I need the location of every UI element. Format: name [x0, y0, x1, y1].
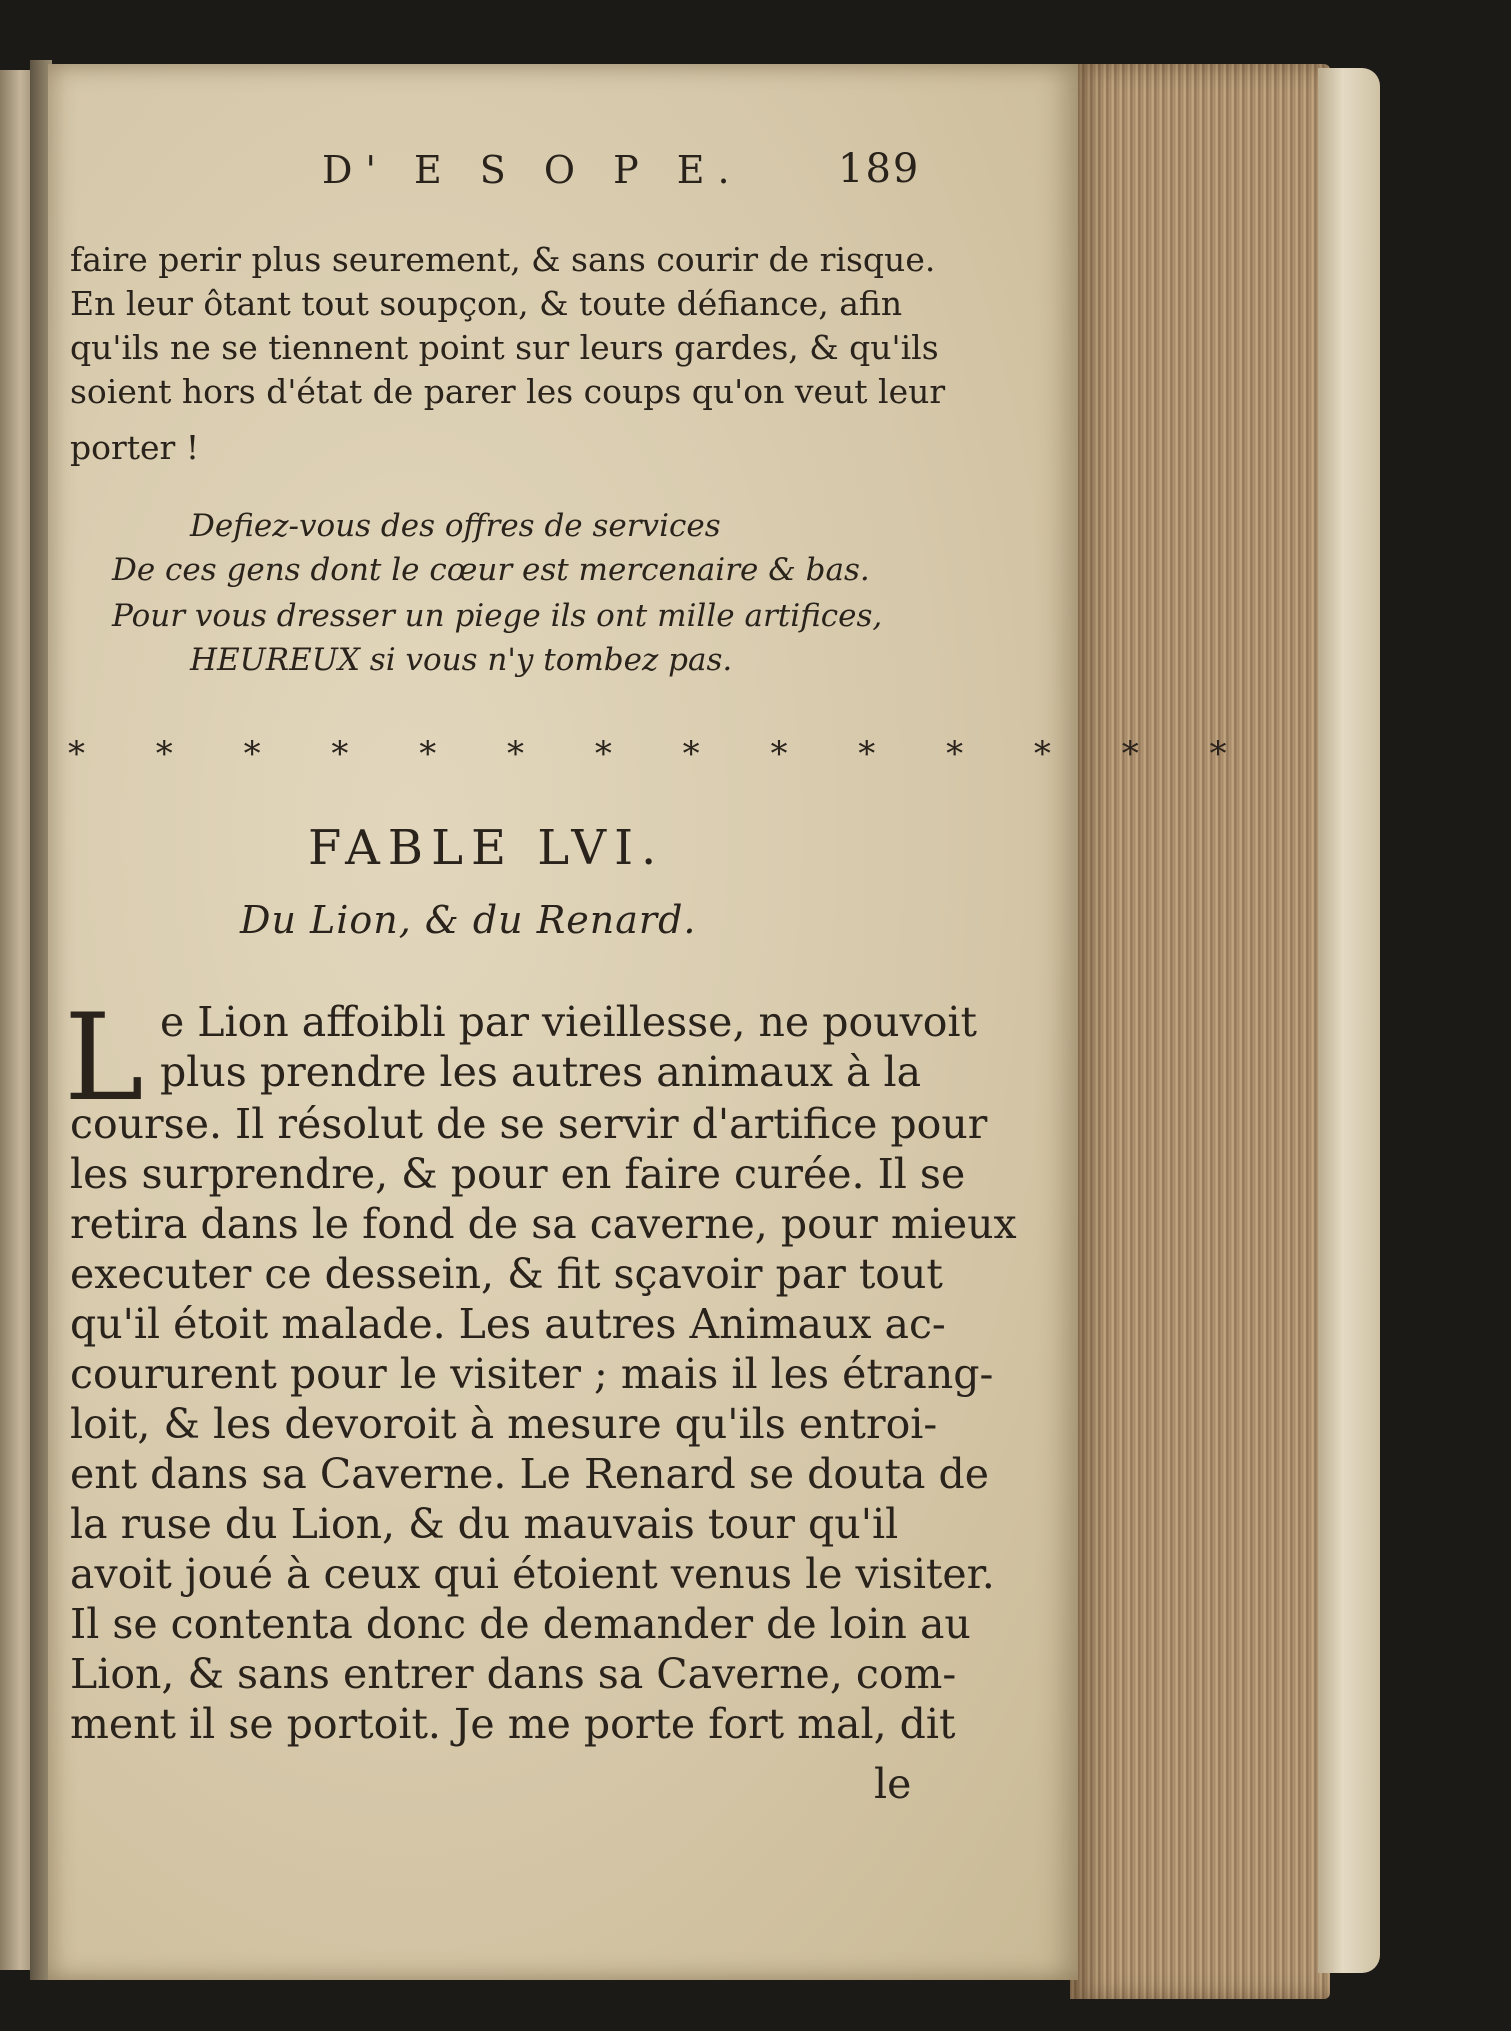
fable-line-2: plus prendre les autres animaux à la — [160, 1048, 922, 1096]
fable-line-3: course. Il résolut de se servir d'artifice pour — [70, 1100, 988, 1148]
fable-line-8: coururent pour le visiter ; mais il les étrang- — [70, 1350, 994, 1398]
fable-line-14: Lion, & sans entrer dans sa Caverne, com- — [70, 1650, 957, 1698]
fable-subtitle: Du Lion, & du Renard. — [240, 898, 697, 942]
page-fore-edge — [1070, 64, 1330, 1999]
moral-line-3: qu'ils ne se tiennent point sur leurs gardes, & qu'ils — [70, 328, 939, 367]
fable-line-5: retira dans le fond de sa caverne, pour mieux — [70, 1200, 1017, 1248]
fable-line-11: la ruse du Lion, & du mauvais tour qu'il — [70, 1500, 899, 1548]
fable-title: FABLE LVI. — [308, 820, 665, 876]
verse-line-1: Defiez-vous des offres de services — [190, 508, 721, 544]
fable-line-10: ent dans sa Caverne. Le Renard se douta de — [70, 1450, 989, 1498]
verse-line-3: Pour vous dresser un piege ils ont mille artifices, — [112, 598, 883, 634]
moral-line-1: faire perir plus seurement, & sans courir de risque. — [70, 240, 936, 279]
moral-line-2: En leur ôtant tout soupçon, & toute défiance, afin — [70, 284, 903, 323]
fable-line-1: e Lion affoibli par vieillesse, ne pouvoit — [160, 998, 977, 1046]
verse-line-2: De ces gens dont le cœur est mercenaire & bas. — [112, 552, 870, 588]
fable-line-15: ment il se portoit. Je me porte fort mal, dit — [70, 1700, 956, 1748]
fable-line-7: qu'il étoit malade. Les autres Animaux ac- — [70, 1300, 946, 1348]
catchword: le — [874, 1760, 912, 1808]
fable-line-4: les surprendre, & pour en faire curée. Il se — [70, 1150, 966, 1198]
fable-line-13: Il se contenta donc de demander de loin au — [70, 1600, 971, 1648]
drop-cap: L — [64, 989, 144, 1128]
star-ornament-row: * * * * * * * * * * * * * * — [68, 734, 1257, 774]
fable-line-6: executer ce dessein, & fit sçavoir par tout — [70, 1250, 943, 1298]
moral-line-5: porter ! — [70, 428, 200, 467]
page-number: 189 — [838, 146, 921, 192]
running-head: D' E S O P E. — [322, 148, 743, 192]
verse-line-4: HEUREUX si vous n'y tombez pas. — [190, 642, 733, 678]
moral-line-4: soient hors d'état de parer les coups qu'on veut leur — [70, 372, 946, 411]
fable-line-12: avoit joué à ceux qui étoient venus le visiter. — [70, 1550, 995, 1598]
fable-line-9: loit, & les devoroit à mesure qu'ils entroi- — [70, 1400, 938, 1448]
facing-page-edge — [0, 70, 34, 1970]
vellum-cover — [1318, 68, 1380, 1973]
